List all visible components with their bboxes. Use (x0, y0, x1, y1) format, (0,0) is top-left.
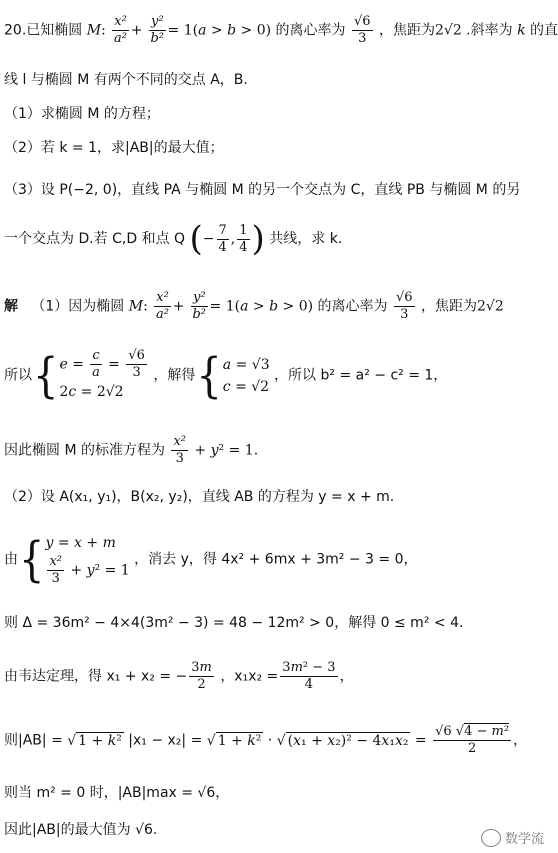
solution-line-7: 由韦达定理，得 x₁ + x₂ = − $\frac{3m}{2}$ ，x₁x₂ = $\frac{\text{3m² − 3}}{4}$ ， (4, 660, 354, 692)
solution-text: ，x₁x₂ = (220, 668, 279, 685)
fraction: $\frac{\text{x²}}{\text{a²}}$ (114, 14, 127, 46)
wechat-icon (481, 829, 501, 847)
solution-line-1: 解 （1）因为椭圆 M: $\frac{\text{x²}}{\text{a²}}$ + $\frac{\text{y²}}{\text{b²}}$ = 1(a > b > 0) 的离心率为 $\frac{√6}{3}$ ，焦距为2√2 (4, 290, 504, 322)
problem-line-1: 20.已知椭圆 M: $\frac{\text{x²}}{\text{a²}}$ + $\frac{\text{y²}}{\text{b²}}$ = 1(a > b > 0) 的离心率为 $\frac{√6}{3}$ ，焦距为2√2 .斜率为 k 的直 (4, 14, 558, 46)
solution-line-9: 则当 m² = 0 时，|AB|max = √6， (4, 785, 230, 801)
solution-line-6: 则 Δ = 36m² − 4×4(3m² − 3) = 48 − 12m² > 0，解得 0 ≤ m² < 4. (4, 615, 464, 631)
fraction: $\frac{7}{4}$ (218, 222, 227, 255)
question-3-line-1: （3）设 P(−2, 0)，直线 PA 与椭圆 M 的另一个交点为 C，直线 PB 与椭圆 M 的另 (4, 182, 521, 198)
solution-line-8: 则|AB| = √ 1 + k² |x₁ − x₂| = √ 1 + k² · √ (x₁ + x₂)² − 4x₁x₂ = $\frac{\text{√6 √4 − m²}}{2}$ ， (4, 724, 528, 756)
solution-text: ，消去 y，得 4x² + 6mx + 3m² − 3 = 0， (134, 551, 418, 568)
solution-text: ，所以 b² = a² − c² = 1， (274, 367, 448, 384)
fraction: $\frac{\text{x²}}{\text{a²}}$ (156, 290, 169, 322)
problem-line-2: 线 l 与椭圆 M 有两个不同的交点 A，B. (4, 72, 248, 88)
solution-text: 由韦达定理，得 x₁ + x₂ = − (4, 668, 188, 685)
math: M (86, 22, 102, 39)
solution-line-2: 所以{ e = $\frac{c}{a}$ = $\frac{√6}{3}$ 2c = 2√2 ，解得{ a = √3 c = √2 ，所以 b² = a² − c² = 1， (4, 347, 448, 404)
question-3-line-2: 一个交点为 D.若 C,D 和点 Q (− $\frac{7}{4}$ , $\frac{1}{4}$ ) 共线，求 k. (4, 219, 343, 259)
solution-text: ，焦距为 (421, 298, 477, 315)
fraction: $\frac{√6}{3}$ (395, 290, 413, 322)
solution-line-10: 因此|AB|的最大值为 √6. (4, 822, 158, 838)
question-2: （2）若 k = 1，求|AB|的最大值； (4, 140, 224, 156)
problem-text: 的离心率为 (275, 22, 346, 39)
problem-text: 的直 (530, 22, 558, 39)
problem-text: .斜率为 (466, 22, 513, 39)
problem-text: 共线，求 k. (269, 231, 343, 247)
solution-heading: 解 (4, 298, 18, 315)
solution-text: 所以 (4, 367, 32, 384)
solution-line-3: 因此椭圆 M 的标准方程为 $\frac{\text{x²}}{3}$ + y² = 1. (4, 434, 259, 466)
watermark (481, 828, 544, 847)
problem-text: ，焦距为 (378, 22, 435, 39)
solution-text: |x₁ − x₂| = (128, 732, 203, 749)
watermark-text: 数学流 (504, 832, 544, 847)
solution-text: 则|AB| = (4, 732, 63, 749)
fraction: $\frac{√6}{3}$ (353, 14, 371, 46)
fraction: $\frac{\text{y²}}{\text{b²}}$ (150, 14, 165, 46)
solution-text: 由 (4, 551, 18, 568)
fraction: $\frac{\text{y²}}{\text{b²}}$ (192, 290, 207, 322)
fraction: $\frac{1}{4}$ (239, 222, 248, 255)
solution-text: 的离心率为 (317, 298, 388, 315)
problem-text: 一个交点为 D.若 C,D 和点 Q (4, 231, 186, 247)
solution-text: 因此椭圆 M 的标准方程为 (4, 442, 165, 459)
problem-text: 20.已知椭圆 (4, 22, 83, 39)
solution-line-4: （2）设 A(x₁, y₁)，B(x₂, y₂)，直线 AB 的方程为 y = x + m. (4, 489, 395, 505)
solution-line-5: 由{ y = x + m $\frac{\text{x²}}{3}$ + y² = 1 ，消去 y，得 4x² + 6mx + 3m² − 3 = 0， (4, 531, 418, 588)
solution-text: （1）因为椭圆 (31, 298, 125, 315)
question-1: （1）求椭圆 M 的方程； (4, 106, 160, 122)
solution-text: ，解得 (153, 367, 196, 384)
